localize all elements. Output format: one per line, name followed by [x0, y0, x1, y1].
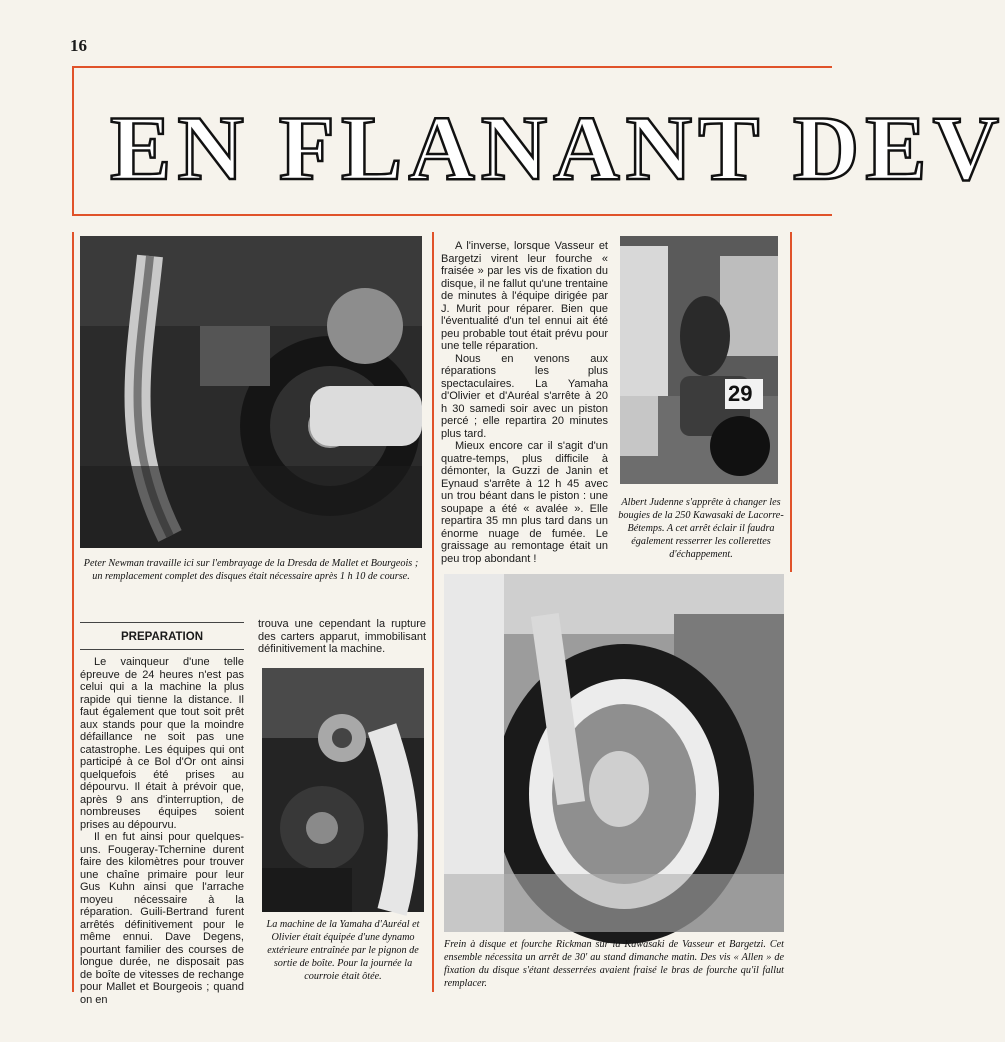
headline-title: EN FLANANT DEV [110, 97, 1005, 199]
engine-clutch-photo [80, 236, 422, 548]
rider-photo-caption: Albert Judenne s'apprête à changer les bougies de la 250 Kawasaki de Lacorre-Bétemps. A cet arrêt éclair il faudra également resserrer les collerettes d'échappement. [618, 497, 784, 560]
dynamo-photo-caption: La machine de la Yamaha d'Auréal et Olivier était équipée d'une dynamo extérieure entraînée par le pignon de sortie de boîte. Pour la journée la courroie était ôtée. [266, 919, 420, 982]
article-paragraph: Le vainqueur d'une telle épreuve de 24 heures n'est pas celui qui a la machine la plus rapide qui tienne la distance. Il faut également que tout soit prêt aux stands pour que la moindre défaillance ne soit pas une catastrophe. Les équipes qui ont participé à ce Bol d'Or ont ainsi quelquefois été prises au dépourvu. Il était à prévoir que, après 9 ans d'interruption, de nombreuses équipes soient prises au dépourvu. [80, 656, 244, 831]
article-paragraph: Nous en venons aux réparations les plus spectaculaires. La Yamaha d'Olivier et d'Auréal s'arrête à 20 h 30 samedi soir avec un piston percé ; elle repartira 20 minutes plus tard. [441, 352, 608, 440]
headline-banner [72, 66, 1005, 216]
page-number: 16 [70, 36, 87, 55]
rider-spark-plug-photo [620, 236, 778, 484]
article-paragraph: Mieux encore car il s'agit d'un quatre-temps, plus difficile à démonter, la Guzzi de Janin et Eynaud s'arrête à 12 h 45 avec un trou béant dans le piston : une soupape a été « avalée ». Elle repartira 35 mn plus tard dans un énorme nuage de fumée. Le graissage au remontage était un peu trop abondant ! [441, 440, 608, 565]
front-wheel-photo [444, 574, 784, 932]
article-top-column [441, 240, 608, 565]
wheel-photo-caption: Frein à disque et fourche Rickman sur la Kawasaki de Vasseur et Bargetzi. Cet ensemble nécessita un arrêt de 30' au stand dimanche matin. Des vis « Allen » de fixation du disque s'étant desserrées avaient fraisé le bras de fourche qu'il fallut remplacer. [444, 939, 784, 989]
preparation-column [80, 656, 244, 1006]
left-column-rule [72, 232, 74, 992]
right-column-rule [790, 232, 792, 572]
section-divider [80, 649, 244, 650]
dynamo-photo [262, 668, 424, 912]
engine-photo-caption: Peter Newman travaille ici sur l'embrayage de la Dresda de Mallet et Bourgeois ; un remplacement complet des disques était nécessaire après 1 h 10 de course. [83, 558, 419, 582]
article-paragraph: Il en fut ainsi pour quelques-uns. Fougeray-Tchernine durent faire des kilomètres pour trouver une chaîne primaire pour leur Gus Kuhn ainsi que l'arrache moyeu nécessaire à la réparation. Guili-Bertrand furent arrêtés définitivement pour le même ennui. Dave Degens, pourtant familier des courses de longue durée, ne disposait pas de boîte de vitesses de rechange pour Mallet et Bourgeois ; quand on en [80, 831, 244, 1006]
race-number: 29 [728, 381, 753, 406]
center-column-rule [432, 232, 434, 992]
article-mid-column [258, 618, 426, 656]
article-paragraph: trouva une cependant la rupture des carters apparut, immobilisant définitivement la machine. [258, 618, 426, 655]
section-heading: PREPARATION [80, 622, 244, 643]
article-paragraph: A l'inverse, lorsque Vasseur et Bargetzi virent leur fourche « fraisée » par les vis de fixation du disque, il ne fallut qu'une trentaine de minutes à l'équipe dirigée par J. Murit pour réparer. Bien que l'éventualité d'un tel ennui ait été peu probable tout était prévu pour une telle réparation. [441, 240, 608, 352]
